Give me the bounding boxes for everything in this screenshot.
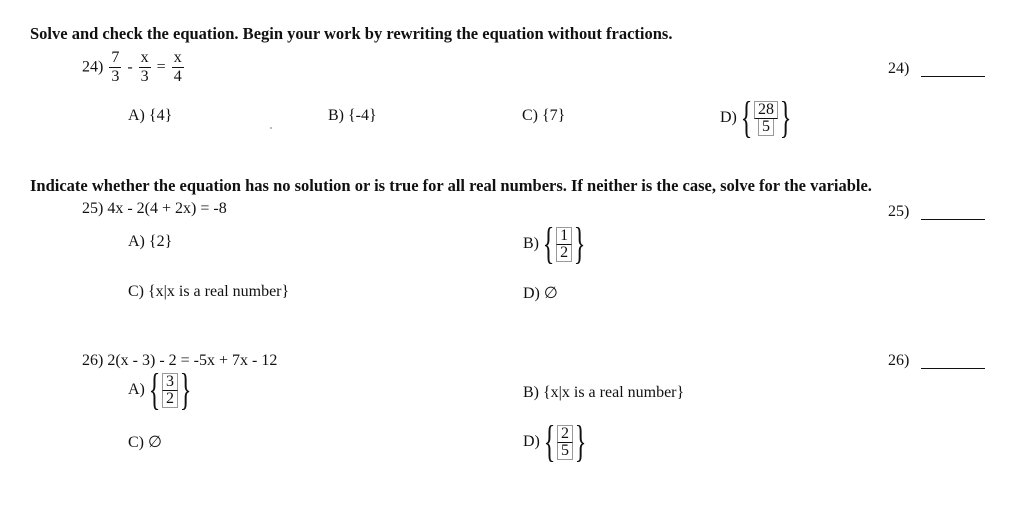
q25-choice-b[interactable]: B) { $\frac{1}{2}$ } xyxy=(523,219,586,268)
q26-equation: 2(x - 3) - 2 = -5x + 7x - 12 xyxy=(107,352,278,369)
q25-choice-b-set: { $\frac{1}{2}$ } xyxy=(542,219,586,268)
q25-answer-label: 25) xyxy=(888,203,910,220)
q24-choice-a[interactable]: A) {4} xyxy=(128,107,173,124)
q25-choice-d[interactable]: D) ∅ xyxy=(523,285,558,302)
q26-choice-a[interactable]: A) { $\frac{3}{2}$ } xyxy=(128,365,192,414)
q24-frac-b: $\frac{x}{3}$ xyxy=(140,49,149,85)
q24-frac-a: $\frac{7}{3}$ xyxy=(111,49,120,85)
stray-dot xyxy=(270,127,272,129)
q25-equation: 4x - 2(4 + 2x) = -8 xyxy=(107,200,227,217)
q26-answer-label: 26) xyxy=(888,352,910,369)
q25-problem xyxy=(82,200,227,218)
q24-choice-c[interactable]: C) {7} xyxy=(522,107,566,124)
q24-answer-label: 24) xyxy=(888,60,910,77)
q25-choice-a[interactable]: A) {2} xyxy=(128,233,173,250)
empty-set-icon: ∅ xyxy=(543,285,558,302)
empty-set-icon: ∅ xyxy=(148,434,162,451)
q26-choice-d[interactable]: D) { $\frac{2}{5}$ } xyxy=(523,417,587,466)
q24-choice-b[interactable]: B) {-4} xyxy=(328,107,377,124)
q26-choice-b[interactable]: B) {x|x is a real number} xyxy=(523,384,685,401)
q26-choice-d-set: { $\frac{2}{5}$ } xyxy=(543,417,587,466)
q25-number: 25) xyxy=(82,200,104,217)
q24-answer-blank[interactable] xyxy=(921,76,985,77)
q24-problem: 24) $\frac{7}{3}$ - $\frac{x}{3}$ = $\frac{x}{4}$ xyxy=(82,49,182,85)
q26-number: 26) xyxy=(82,352,104,369)
q24-frac-c: $\frac{x}{4}$ xyxy=(173,49,182,85)
q24-number: 24) xyxy=(82,58,104,76)
q24-choice-d-set: { $\frac{28}{5}$ } xyxy=(740,93,792,142)
instructions-section1: Solve and check the equation. Begin your work by rewriting the equation without fractions. xyxy=(30,24,673,43)
q26-choice-a-set: { $\frac{3}{2}$ } xyxy=(148,365,192,414)
q26-choice-c[interactable]: C) ∅ xyxy=(128,434,162,451)
instructions-section2: Indicate whether the equation has no solution or is true for all real numbers. If neither is the case, solve for the variable. xyxy=(30,176,872,195)
q25-choice-c[interactable]: C) {x|x is a real number} xyxy=(128,283,290,300)
q26-answer-blank[interactable] xyxy=(921,368,985,369)
q24-choice-d[interactable]: D) { $\frac{28}{5}$ } xyxy=(720,93,792,142)
q25-answer-blank[interactable] xyxy=(921,219,985,220)
